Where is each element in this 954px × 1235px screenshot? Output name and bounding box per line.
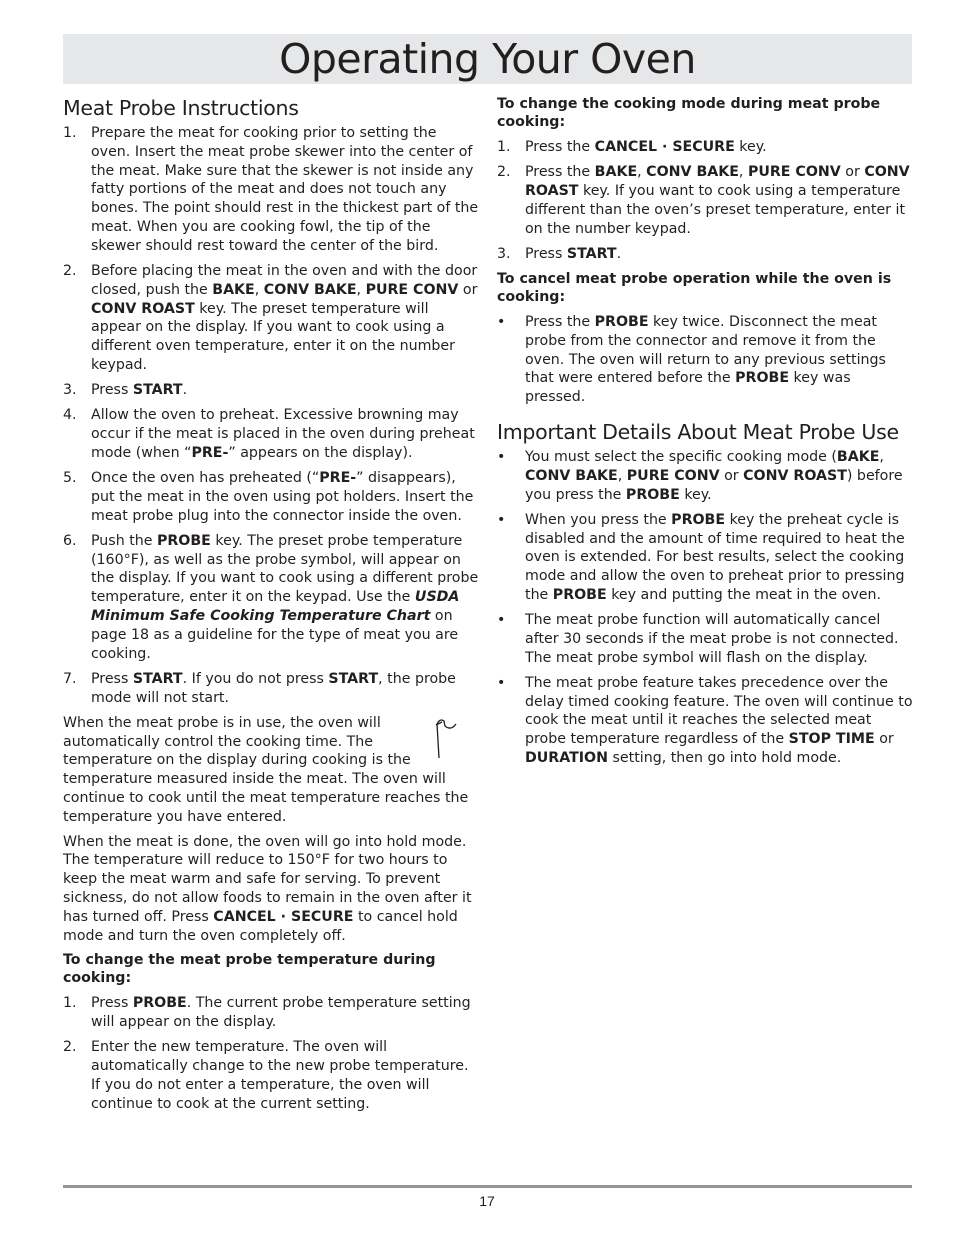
step-number: 2. [63, 1039, 77, 1056]
step-number: 5. [63, 470, 77, 487]
text-run: , [356, 281, 366, 298]
step-number: 7. [63, 670, 77, 687]
text-run: key was pressed. [525, 370, 851, 406]
text-run: key the preheat cycle is disabled and the amount of time required to heat the oven is extended. For best results, select the cooking mode and allow the oven to preheat prior to pressing the [525, 511, 905, 603]
emphasized-term: PROBE [625, 486, 680, 503]
emphasized-term: PRE- [191, 444, 229, 461]
emphasized-term: PURE CONV [626, 467, 720, 484]
text-run: key. [734, 139, 767, 155]
text-run: Allow the oven to preheat. Excessive browning may occur if the meat is placed in the oven during preheat mode (when “ [91, 407, 475, 461]
text-run: , [617, 467, 627, 484]
text-run: on page 18 as a guideline for the type of meat you are cooking. [91, 608, 459, 662]
emphasized-term: CONV ROAST [91, 300, 195, 317]
text-run: Press [91, 670, 133, 687]
meat-probe-instructions-heading: Meat Probe Instructions [63, 96, 299, 120]
emphasized-term: PROBE [735, 370, 790, 387]
emphasized-term: CANCEL · SECURE [594, 139, 735, 155]
emphasized-term: BAKE [836, 448, 880, 465]
emphasized-term: CONV ROAST [743, 467, 847, 484]
change-cooking-mode-heading: To change the cooking mode during meat probe cooking: [497, 96, 881, 130]
list-item [63, 1038, 479, 1113]
list-item [63, 994, 479, 1032]
list-item [497, 245, 914, 264]
change-probe-temp-steps [63, 994, 479, 1113]
text-run: Prepare the meat for cooking prior to setting the oven. Insert the meat probe skewer into the center of the meat. Make sure that the skewer is not inside any fatty portions of the meat and does not touch any bones. The point should rest in the thickest part of the meat. When you are cooking fowl, the tip of the skewer should rest toward the center of the bird. [91, 125, 479, 254]
list-item [497, 611, 914, 667]
emphasized-term: CONV BAKE [646, 164, 739, 181]
emphasized-term: PURE CONV [747, 164, 841, 181]
probe-in-use-paragraph [63, 714, 479, 827]
page-title: Operating Your Oven [279, 35, 696, 83]
text-run: or [719, 467, 744, 484]
list-item [63, 381, 479, 400]
emphasized-term: PROBE [594, 313, 649, 330]
list-item [497, 138, 914, 157]
text-run: ” appears on the display). [228, 444, 413, 461]
text-run: When the meat probe is in use, the oven will automatically control the cooking time. The temperature on the display during cooking is the temperature measured inside the meat. The oven will continue to cook until the meat temperature reaches the temperature you have entered. [63, 714, 469, 825]
right-column [497, 95, 914, 774]
emphasized-term: PRE- [319, 470, 357, 487]
cancel-probe-heading: To cancel meat probe operation while the oven is cooking: [497, 270, 892, 305]
change-cooking-mode-steps [497, 138, 914, 264]
text-run: The meat probe function will automatically cancel after 30 seconds if the meat probe is not connected. The meat probe symbol will flash on the display. [525, 612, 899, 666]
text-run: , [254, 281, 264, 298]
emphasized-term: PROBE [552, 586, 607, 603]
text-run: key and putting the meat in the oven. [606, 586, 881, 603]
text-run: ) before you press the [525, 467, 903, 503]
list-item [63, 406, 479, 462]
meat-probe-steps [63, 124, 479, 707]
text-run: setting, then go into hold mode. [608, 750, 842, 767]
text-run: key. The preset probe temperature (160°F), as well as the probe symbol, will appear on the display. If you want to cook using a different probe temperature, enter it on the keypad. Use the [91, 532, 479, 606]
text-run: Before placing the meat in the oven and with the door closed, push the [91, 262, 478, 298]
step-number: 1. [63, 125, 77, 141]
emphasized-term: START [328, 670, 379, 687]
text-run: ” disappears), put the meat in the oven using pot holders. Insert the meat probe plug into the connector inside the oven. [91, 470, 474, 524]
text-run: Press [525, 245, 567, 262]
step-number: 3. [497, 245, 511, 262]
text-run: or [840, 164, 865, 181]
text-run: The meat probe feature takes precedence over the delay timed cooking feature. The oven will continue to cook the meat until it reaches the selected meat probe temperature regardless of the [525, 674, 913, 748]
text-run: , [738, 164, 748, 181]
emphasized-term: CONV BAKE [263, 281, 357, 298]
step-number: 1. [497, 139, 511, 155]
change-probe-temp-heading: To change the meat probe temperature during cooking: [63, 952, 436, 987]
list-item [63, 262, 479, 375]
emphasized-term: USDA Minimum Safe Cooking Temperature Chart [91, 589, 460, 625]
text-run: When the meat is done, the oven will go into hold mode. The temperature will reduce to 150°F for two hours to keep the meat warm and safe for serving. To prevent sickness, do not allow foods to remain in the oven after it has turned off. Press [63, 833, 472, 925]
emphasized-term: START [566, 245, 617, 262]
text-run: Push the [91, 532, 157, 549]
text-run: , [637, 164, 647, 181]
text-run: Once the oven has preheated (“ [91, 470, 320, 487]
text-run: to cancel hold mode and turn the oven completely off. [63, 908, 458, 944]
emphasized-term: BAKE [212, 281, 255, 298]
step-number: 4. [63, 407, 77, 424]
meat-probe-icon [427, 714, 477, 764]
emphasized-term: CONV ROAST [525, 164, 910, 199]
list-item [63, 532, 479, 664]
step-number: 6. [63, 532, 77, 549]
text-run: . If you do not press [182, 670, 329, 687]
text-run: You must select the specific cooking mode ( [525, 448, 837, 465]
step-number: 3. [63, 382, 77, 399]
list-item [497, 674, 914, 768]
emphasized-term: PROBE [671, 511, 726, 528]
bullet: • [497, 448, 506, 465]
emphasized-term: BAKE [594, 164, 638, 181]
text-run: Press the [525, 313, 595, 330]
step-number: 2. [63, 262, 77, 279]
emphasized-term: START [132, 670, 183, 687]
list-item [497, 511, 914, 605]
emphasized-term: STOP TIME [788, 731, 875, 748]
list-item [63, 670, 479, 708]
text-run: Enter the new temperature. The oven will automatically change to the new probe temperature. If you do not enter a temperature, the oven will continue to cook at the current setting. [91, 1039, 469, 1112]
bullet: • [497, 511, 506, 528]
text-run: key. If you want to cook using a temperature different than the oven’s preset temperature, enter it on the number keypad. [525, 182, 906, 237]
text-run: Press the [525, 139, 595, 155]
text-run: Press the [525, 164, 595, 181]
bullet: • [497, 674, 506, 691]
text-run: Press [91, 382, 133, 399]
text-run: key twice. Disconnect the meat probe from the connector and remove it from the oven. The oven will return to any previous settings that were entered before the [525, 313, 886, 387]
bullet: • [497, 612, 506, 629]
text-run: Press [91, 995, 133, 1012]
footer-divider [63, 1185, 912, 1188]
list-item [497, 313, 914, 407]
hold-mode-paragraph [63, 833, 479, 946]
probe-in-use-text [63, 715, 468, 825]
text-run: or [458, 281, 478, 298]
list-item [63, 469, 479, 525]
text-run: , [879, 448, 884, 465]
emphasized-term: PURE CONV [365, 281, 459, 298]
bullet: • [497, 313, 506, 330]
emphasized-term: START [132, 382, 183, 399]
text-run: key. The preset temperature will appear on the display. If you want to cook using a different oven temperature, enter it on the number keypad. [91, 300, 455, 373]
text-run: or [874, 731, 894, 748]
list-item [497, 163, 914, 238]
text-run: . [616, 245, 622, 262]
text-run: . [182, 382, 188, 399]
emphasized-term: DURATION [525, 750, 608, 767]
emphasized-term: CANCEL · SECURE [213, 908, 354, 925]
text-run: When you press the [525, 511, 672, 528]
text-run: . The current probe temperature setting will appear on the display. [91, 995, 471, 1031]
emphasized-term: CONV BAKE [525, 467, 618, 484]
important-details-list [497, 448, 914, 768]
step-number: 1. [63, 995, 77, 1012]
page-number: 17 [479, 1193, 495, 1209]
text-run: , the probe mode will not start. [91, 670, 456, 706]
text-run: key. [679, 486, 712, 503]
important-details-heading: Important Details About Meat Probe Use [497, 419, 899, 444]
title-banner [63, 34, 912, 84]
emphasized-term: PROBE [132, 995, 187, 1012]
cancel-probe-list [497, 313, 914, 407]
list-item [63, 124, 479, 256]
emphasized-term: PROBE [156, 532, 211, 549]
left-column [63, 95, 479, 1120]
step-number: 2. [497, 164, 511, 181]
list-item [497, 448, 914, 504]
